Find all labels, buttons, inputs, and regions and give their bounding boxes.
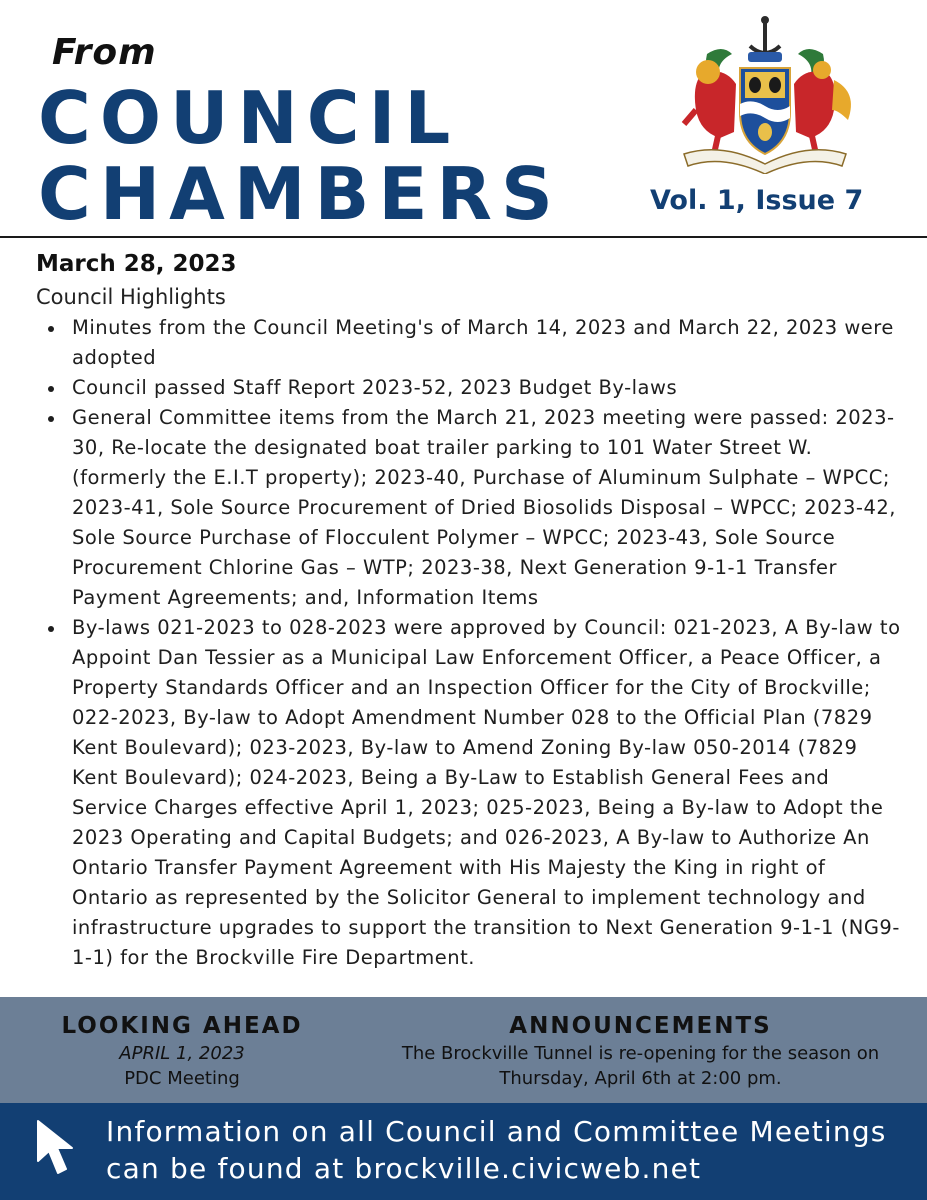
list-item: General Committee items from the March 21, 2023 meeting were passed: 2023-30, Re-locate the designated boat trailer parking to 101 Water Street W. (formerly the E.I.T property); 2023-40, Purchase of Aluminum Sulphate – WPCC; 2023-41, Sole Source Procurement of Dried Biosolids Disposal – WPCC; 2023-42, Sole Source Purchase of Flocculent Polymer – WPCC; 2023-43, Sole Source Procurement Chlorine Gas – WTP; 2023-38, Next Generation 9-1-1 Transfer Payment Agreements; and, Information Items: [72, 403, 906, 613]
looking-ahead-heading: LOOKING AHEAD: [61, 1013, 303, 1039]
footer-text: [106, 1113, 887, 1187]
meeting-date: March 28, 2023: [36, 251, 237, 277]
announcement-line-2: Thursday, April 6th at 2:00 pm.: [499, 1068, 782, 1089]
announcement-line-1: The Brockville Tunnel is re-opening for the season on: [401, 1043, 880, 1064]
list-item: Minutes from the Council Meeting's of March 14, 2023 and March 22, 2023 were adopted: [72, 313, 906, 373]
list-item: By-laws 021-2023 to 028-2023 were approved by Council: 021-2023, A By-law to Appoint Dan Tessier as a Municipal Law Enforcement Officer, a Peace Officer, a Property Standards Officer and an Inspection Officer for the City of Brockville; 022-2023, By-law to Adopt Amendment Number 028 to the Official Plan (7829 Kent Boulevard); 023-2023, By-law to Amend Zoning By-law 050-2014 (7829 Kent Boulevard); 024-2023, Being a By-Law to Establish General Fees and Service Charges effective April 1, 2023; 025-2023, Being a By-law to Adopt the 2023 Operating and Capital Budgets; and 026-2023, A By-law to Authorize An Ontario Transfer Payment Agreement with His Majesty the King in right of Ontario as represented by the Solicitor General to implement technology and infrastructure upgrades to support the transition to Next Generation 9-1-1 (NG9-1-1) for the Brockville Fire Department.: [72, 613, 906, 973]
looking-ahead-section: [42, 1011, 322, 1091]
footer-line-1: Information on all Council and Committee Meetings: [106, 1115, 887, 1148]
header-divider: [0, 236, 927, 238]
city-crest-icon: [662, 14, 868, 174]
footer-link[interactable]: can be found at brockville.civicweb.net: [106, 1152, 702, 1185]
info-band: [0, 997, 927, 1103]
newsletter-header: [0, 0, 927, 236]
looking-ahead-event: PDC Meeting: [124, 1068, 240, 1089]
volume-issue: Vol. 1, Issue 7: [650, 185, 864, 216]
announcements-heading: ANNOUNCEMENTS: [509, 1013, 772, 1039]
announcements-section: [358, 1011, 923, 1091]
section-title: Council Highlights: [36, 285, 226, 309]
title-chambers: CHAMBERS: [38, 152, 562, 236]
highlights-list: [36, 313, 906, 973]
meeting-highlights: [36, 247, 906, 973]
footer-banner: [0, 1103, 927, 1200]
cursor-arrow-icon: [34, 1117, 86, 1179]
header-from: From: [52, 32, 157, 73]
title-council: COUNCIL: [38, 76, 460, 160]
list-item: Council passed Staff Report 2023-52, 2023 Budget By-laws: [72, 373, 906, 403]
looking-ahead-date: APRIL 1, 2023: [119, 1043, 245, 1064]
